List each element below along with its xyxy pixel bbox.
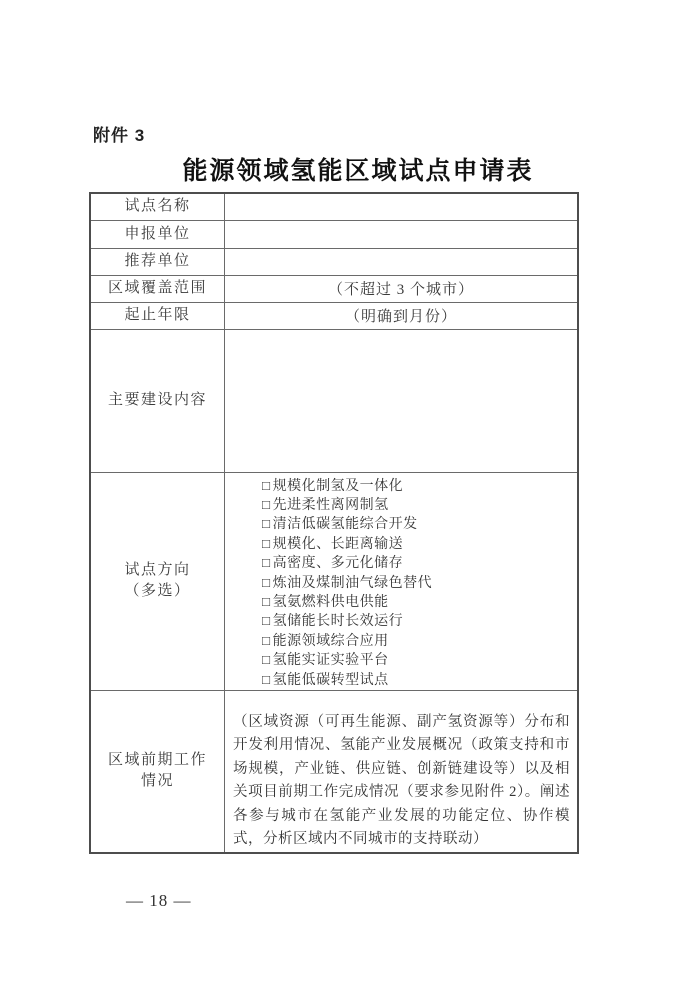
pilot-direction-option xyxy=(262,612,571,631)
row-label: 申报单位 xyxy=(90,220,225,248)
pilot-direction-option-label: 氢能低碳转型试点 xyxy=(272,672,389,688)
table-row-recommending-unit xyxy=(90,248,578,275)
checkbox-icon[interactable]: □ xyxy=(262,613,271,629)
pilot-direction-option xyxy=(262,535,571,554)
checkbox-icon[interactable]: □ xyxy=(262,535,271,551)
pilot-direction-option xyxy=(262,515,571,534)
pilot-direction-option xyxy=(262,593,571,612)
pilot-direction-option xyxy=(262,496,571,515)
pilot-direction-option xyxy=(262,477,571,496)
pilot-direction-option-label: 清洁低碳氢能综合开发 xyxy=(272,517,418,533)
row-value xyxy=(225,193,579,220)
row-value: （明确到月份） xyxy=(225,302,579,329)
pilot-direction-option-label: 先进柔性离网制氢 xyxy=(272,497,389,513)
pilot-direction-option xyxy=(262,632,571,651)
row-label-line1: 区域前期工作 xyxy=(107,752,207,769)
row-label-line1: 试点方向 xyxy=(124,562,191,579)
row-label xyxy=(90,690,225,853)
attachment-label: 附件 3 xyxy=(93,126,146,145)
pilot-direction-option-label: 规模化、长距离输送 xyxy=(272,536,404,552)
checkbox-icon[interactable]: □ xyxy=(262,574,271,590)
checkbox-icon[interactable]: □ xyxy=(262,632,271,648)
page-number: — 18 — xyxy=(126,891,192,910)
row-value xyxy=(225,329,579,472)
checkbox-icon[interactable]: □ xyxy=(262,652,271,668)
pilot-direction-option-label: 氢储能长时长效运行 xyxy=(272,614,404,630)
checkbox-icon[interactable]: □ xyxy=(262,516,271,532)
row-value xyxy=(225,248,579,275)
row-label xyxy=(90,472,225,690)
row-label: 区域覆盖范围 xyxy=(90,275,225,302)
row-label: 起止年限 xyxy=(90,302,225,329)
pilot-direction-option xyxy=(262,574,571,593)
pilot-direction-options xyxy=(225,472,579,690)
pilot-direction-option-label: 高密度、多元化储存 xyxy=(272,556,404,572)
page-title: 能源领域氢能区域试点申请表 xyxy=(182,158,534,185)
application-table xyxy=(89,192,579,854)
preliminary-work-description: （区域资源（可再生能源、副产氢资源等）分布和开发利用情况、氢能产业发展概况（政策支持和市场规模，产业链、供应链、创新链建设等）以及相关项目前期工作完成情况（要求参见附件 2）。阐述各参与城市在氢能产业发展的功能定位、协作模式，分析区域内不同城市的支持联动） xyxy=(225,690,579,853)
row-label-line2: （多选） xyxy=(124,583,191,600)
table-row-pilot-name xyxy=(90,193,578,220)
pilot-direction-option-label: 氢氨燃料供电供能 xyxy=(272,594,389,610)
pilot-direction-option-label: 能源领域综合应用 xyxy=(272,633,389,649)
pilot-direction-option xyxy=(262,554,571,573)
table-row-coverage-area xyxy=(90,275,578,302)
pilot-direction-option-label: 炼油及煤制油气绿色替代 xyxy=(272,575,433,591)
row-label: 推荐单位 xyxy=(90,248,225,275)
checkbox-icon[interactable]: □ xyxy=(262,671,271,687)
checkbox-icon[interactable]: □ xyxy=(262,555,271,571)
row-label: 主要建设内容 xyxy=(90,329,225,472)
row-value: （不超过 3 个城市） xyxy=(225,275,579,302)
pilot-direction-option xyxy=(262,651,571,670)
checkbox-icon[interactable]: □ xyxy=(262,593,271,609)
row-value xyxy=(225,220,579,248)
table-row-applicant-unit xyxy=(90,220,578,248)
checkbox-icon[interactable]: □ xyxy=(262,496,271,512)
table-row-time-span xyxy=(90,302,578,329)
table-row-pilot-directions xyxy=(90,472,578,690)
row-label: 试点名称 xyxy=(90,193,225,220)
table-row-main-construction xyxy=(90,329,578,472)
pilot-direction-option xyxy=(262,671,571,690)
checkbox-icon[interactable]: □ xyxy=(262,477,271,493)
row-label-line2: 情况 xyxy=(140,773,174,790)
table-row-preliminary-work xyxy=(90,690,578,853)
pilot-direction-option-label: 规模化制氢及一体化 xyxy=(272,478,404,494)
pilot-direction-option-label: 氢能实证实验平台 xyxy=(272,653,389,669)
